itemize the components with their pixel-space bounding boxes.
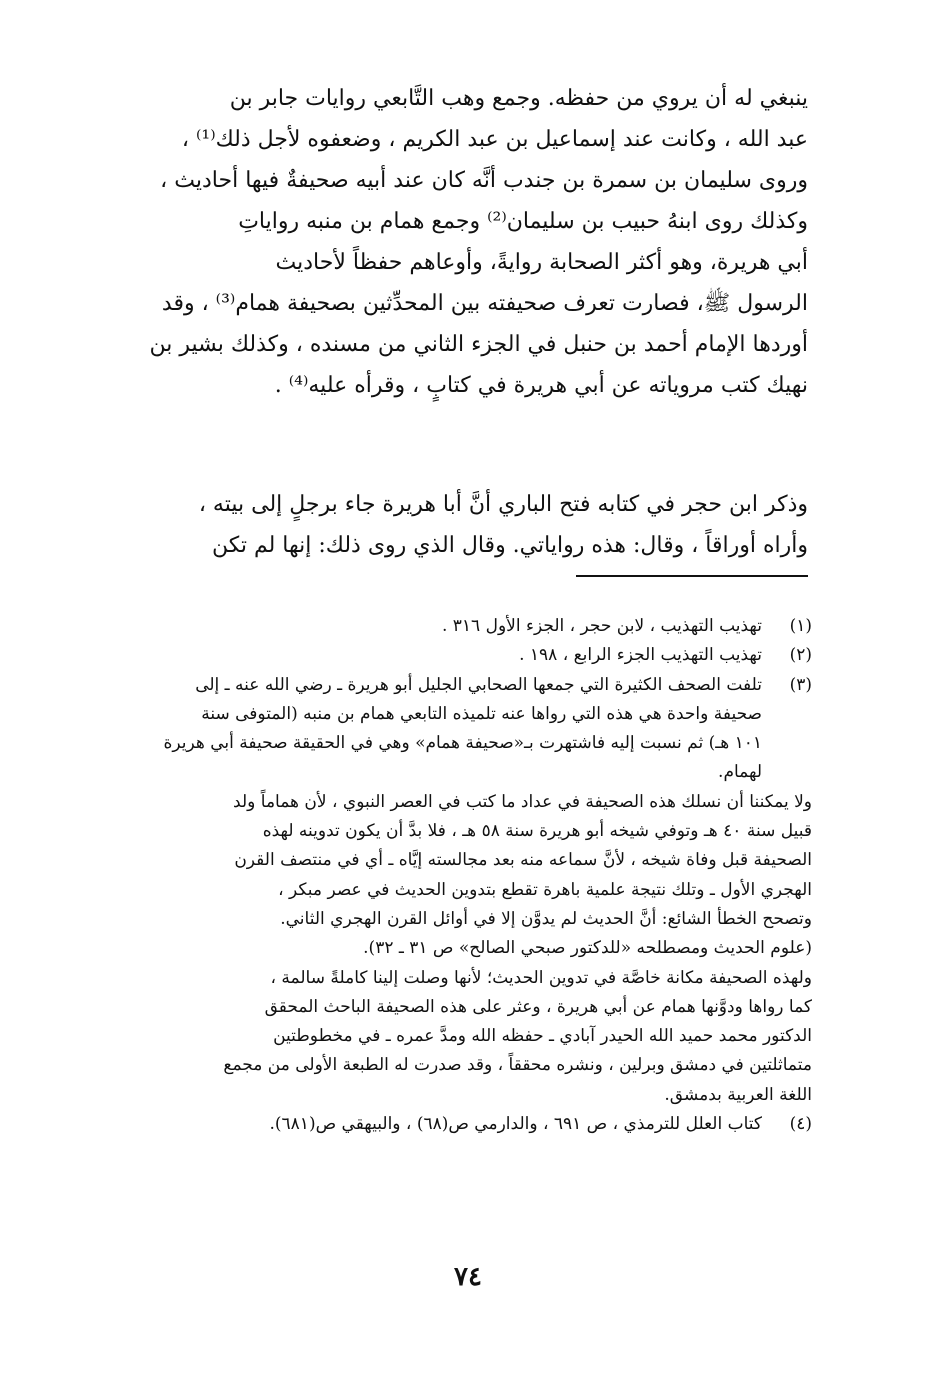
footnote-line: الصحيفة قبل وفاة شيخه ، لأنَّ سماعه منه بعد مجالسته إيَّاه ـ أي في منتصف القرن	[234, 850, 812, 871]
text-line: وأراه أوراقاً ، وقال: هذه رواياتي. وقال الذي روى ذلك: إنها لم تكن	[211, 533, 808, 558]
footnote-line: تهذيب التهذيب الجزء الرابع ، ١٩٨ .	[519, 645, 762, 666]
footnote-line: الهجري الأول ـ وتلك نتيجة علمية باهرة تقطع بتدوين الحديث في عصر مبكر ،	[278, 879, 812, 900]
footnote-line: متماثلتين في دمشق وبرلين ، ونشره محققاً ، وقد صدرت له الطبعة الأولى من مجمع	[223, 1055, 812, 1076]
footnote-number: (٢)	[789, 645, 812, 666]
text-line: وذكر ابن حجر في كتابه فتح الباري أنَّ أبا هريرة جاء برجلٍ إلى بيته ،	[198, 492, 808, 517]
footnote-3	[102, 671, 812, 1110]
footnote-line: اللغة العربية بدمشق.	[664, 1084, 812, 1105]
text-line: الرسول ﷺ، فصارت تعرف صحيفته بين المحدِّثين بصحيفة همام⁽³⁾ ، وقد	[161, 291, 808, 316]
page-number: ٧٤	[454, 1262, 482, 1292]
text-line: نهيك كتب مروياته عن أبي هريرة في كتابٍ ، وقرأه عليه⁽⁴⁾ .	[274, 373, 808, 398]
text-line: ينبغي له أن يروي من حفظه. وجمع وهب التَّابعي روايات جابر بن	[229, 86, 808, 111]
footnote-2	[102, 641, 812, 670]
footnote-line: وتصحح الخطأ الشائع: أنَّ الحديث لم يدوَّن إلا في أوائل القرن الهجري الثاني.	[280, 908, 812, 929]
footnote-1	[102, 612, 812, 641]
footnote-line: كتاب العلل للترمذي ، ص ٦٩١ ، والدارمي ص(٦٨) ، والبيهقي ص(٦٨١).	[269, 1114, 762, 1135]
footnote-continuation	[102, 788, 812, 1110]
text-line: وروى سليمان بن سمرة بن جندب أنَّه كان عند أبيه صحيفةٌ فيها أحاديث ،	[160, 168, 808, 193]
footnote-body	[102, 641, 762, 670]
footnote-line: ١٠١ هـ) ثم نسبت إليه فاشتهرت بـ«صحيفة همام» وهي في الحقيقة صحيفة أبي هريرة	[163, 733, 762, 754]
footnote-line: قبيل سنة ٤٠ هـ وتوفي شيخه أبو هريرة سنة ٥٨ هـ ، فلا بدَّ أن يكون تدوينه لهذه	[262, 821, 812, 842]
footnote-4	[102, 1110, 812, 1139]
footnote-line: لهمام.	[718, 762, 762, 783]
footnote-divider	[576, 575, 808, 577]
footnote-number: (١)	[789, 616, 812, 636]
text-line: أبي هريرة، وهو أكثر الصحابة روايةً، وأوعاهم حفظاً لأحاديث	[275, 250, 808, 275]
footnote-line: ولهذه الصحيفة مكانة خاصَّة في تدوين الحديث؛ لأنها وصلت إلينا كاملةً سالمة ،	[270, 967, 812, 988]
footnote-line: تلفت الصحف الكثيرة التي جمعها الصحابي الجليل أبو هريرة ـ رضي الله عنه ـ إلى	[195, 674, 762, 695]
footnote-body	[102, 1110, 762, 1139]
footnote-line: تهذيب التهذيب ، لابن حجر ، الجزء الأول ٣١٦ .	[441, 616, 762, 636]
paragraph-2	[102, 484, 808, 566]
text-line: أوردها الإمام أحمد بن حنبل في الجزء الثاني من مسنده ، وكذلك بشير بن	[149, 332, 808, 357]
footnote-line: ولا يمكننا أن نسلك هذه الصحيفة في عداد ما كتب في العصر النبوي ، لأن هماماً ولد	[233, 791, 812, 812]
footnote-body	[102, 671, 812, 1110]
footnote-line: صحيفة واحدة هي هذه التي رواها عنه تلميذه التابعي همام بن منبه (المتوفى سنة	[201, 703, 762, 724]
footnote-number: (٣)	[789, 674, 812, 695]
footnote-line: كما رواها ودوَّنها همام عن أبي هريرة ، وعثر على هذه الصحيفة الباحث المحقق	[264, 996, 812, 1017]
footnote-number: (٤)	[789, 1114, 812, 1135]
footnote-line: (علوم الحديث ومصطلحه «للدكتور صبحي الصالح» ص ٣١ ـ ٣٢).	[363, 938, 812, 959]
footnotes-section	[102, 612, 812, 1139]
text-line: وكذلك روى ابنهُ حبيب بن سليمان⁽²⁾ وجمع همام بن منبه رواياتِ	[238, 209, 808, 234]
text-line: عبد الله ، وكانت عند إسماعيل بن عبد الكريم ، وضعفوه لأجل ذلك⁽¹⁾ ،	[181, 127, 808, 152]
paragraph-1	[102, 78, 808, 406]
footnote-body	[102, 612, 762, 641]
footnote-line: الدكتور محمد حميد الله الحيدر آبادي ـ حفظه الله ومدَّ عمره ـ في مخطوطتين	[273, 1026, 812, 1047]
